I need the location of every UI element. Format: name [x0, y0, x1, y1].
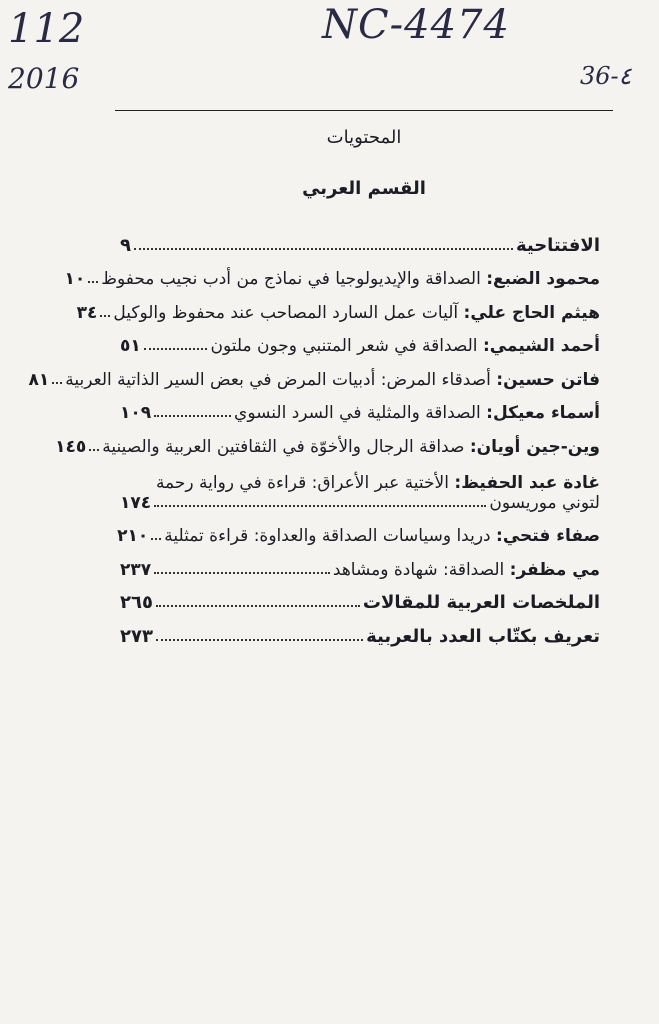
toc-entry-article: الصداقة: شهادة ومشاهد	[332, 559, 510, 580]
toc-entry-page: ٢٦٥	[120, 592, 153, 613]
toc-entry-article: الصداقة في شعر المتنبي وجون ملتون	[210, 336, 483, 356]
toc-entry-page: ٩	[120, 234, 131, 256]
toc-entry-title	[113, 303, 600, 323]
toc-entry-author: هيثم الحاج علي:	[463, 302, 600, 323]
toc-entry-title	[65, 370, 600, 390]
toc-entry	[117, 513, 600, 547]
toc-entry-title	[234, 403, 600, 423]
handwritten-shelf-mark: 36-٤	[580, 62, 632, 90]
toc-entry-title: تعريف بكتّاب العدد بالعربية	[366, 625, 600, 647]
dot-leader	[154, 505, 486, 507]
toc-entry-page: ١٠	[64, 269, 86, 289]
toc-entry-page: ١٧٤	[120, 492, 152, 513]
toc-entry-author: أسماء معيكل:	[486, 403, 600, 423]
toc-entry-article: دريدا وسياسات الصداقة والعداوة: قراءة تمثلية	[164, 526, 497, 546]
toc-entry	[120, 390, 600, 424]
toc-entry	[120, 613, 600, 647]
toc-entry-article: الصداقة والمثلية في السرد النسوي	[234, 403, 487, 423]
toc-entry-title	[210, 336, 600, 356]
dot-leader	[154, 415, 231, 417]
toc-entry-title	[101, 269, 600, 289]
section-title: القسم العربي	[302, 178, 426, 199]
toc-entry-page: ٣٤	[76, 302, 98, 323]
toc-entry-author: فاتن حسين:	[496, 369, 600, 390]
toc-entry-author: أحمد الشيمي:	[482, 336, 600, 356]
toc-entry-title: الافتتاحية	[515, 234, 600, 256]
toc-entry-article: الصداقة والإيديولوجيا في نماذج من أدب نجيب محفوظ	[101, 269, 487, 289]
dot-leader	[156, 605, 360, 607]
toc-entry	[76, 289, 600, 323]
toc-entry-article: آليات عمل السارد المصاحب عند محفوظ والوكيل	[113, 302, 464, 323]
toc-entry	[120, 323, 600, 357]
toc-entry-title	[164, 526, 600, 546]
toc-entry	[55, 423, 600, 457]
toc-entry-title	[120, 473, 600, 493]
toc-entry-page: ٢١٠	[117, 526, 149, 546]
dot-leader	[52, 382, 62, 384]
toc-entry-title	[102, 437, 600, 457]
toc-entry-author: غادة عبد الحفيظ:	[454, 472, 600, 493]
toc-entry	[64, 256, 600, 290]
dot-leader	[144, 348, 208, 350]
handwritten-accession-number: NC-4474	[322, 2, 510, 48]
toc-entry	[120, 222, 600, 256]
table-of-contents	[28, 222, 600, 647]
handwritten-folio-number: 112	[8, 6, 85, 52]
toc-entry	[120, 546, 600, 580]
toc-entry-article: الأختية عبر الأعراق: قراءة في رواية رحمة	[155, 472, 455, 493]
dot-leader	[156, 639, 363, 641]
toc-entry	[28, 356, 600, 390]
toc-entry-page: ١٠٩	[120, 403, 152, 423]
toc-entry	[120, 580, 600, 614]
toc-entry-title: الملخصات العربية للمقالات	[362, 592, 600, 613]
toc-entry-article: أصدقاء المرض: أدبيات المرض في بعض السير الذاتية العربية	[65, 369, 497, 390]
toc-entry-page: ٨١	[28, 369, 50, 390]
dot-leader	[100, 315, 110, 317]
dot-leader	[134, 248, 513, 250]
toc-entry-page: ١٤٥	[55, 436, 87, 457]
dot-leader	[89, 449, 99, 451]
toc-entry-author: مي مظفر:	[509, 559, 600, 580]
dot-leader	[154, 572, 330, 574]
toc-entry-author: محمود الضبع:	[486, 269, 600, 289]
dot-leader	[151, 538, 161, 540]
toc-entry-author: وين-جين أويان:	[469, 436, 600, 457]
toc-entry-continuation: لتوني موريسون	[489, 492, 600, 513]
toc-entry-author: صفاء فتحي:	[496, 526, 600, 546]
toc-entry-article: صداقة الرجال والأخوّة في الثقافتين العربية والصينية	[102, 436, 470, 457]
toc-entry-page: ٢٣٧	[120, 559, 152, 580]
toc-entry-title	[333, 560, 600, 580]
toc-entry-page: ٢٧٣	[120, 625, 153, 647]
toc-entry-page: ٥١	[120, 336, 141, 356]
toc-entry	[120, 457, 600, 513]
header-rule	[115, 110, 613, 111]
handwritten-year: 2016	[8, 62, 80, 95]
dot-leader	[88, 281, 98, 283]
contents-title: المحتويات	[326, 127, 402, 148]
